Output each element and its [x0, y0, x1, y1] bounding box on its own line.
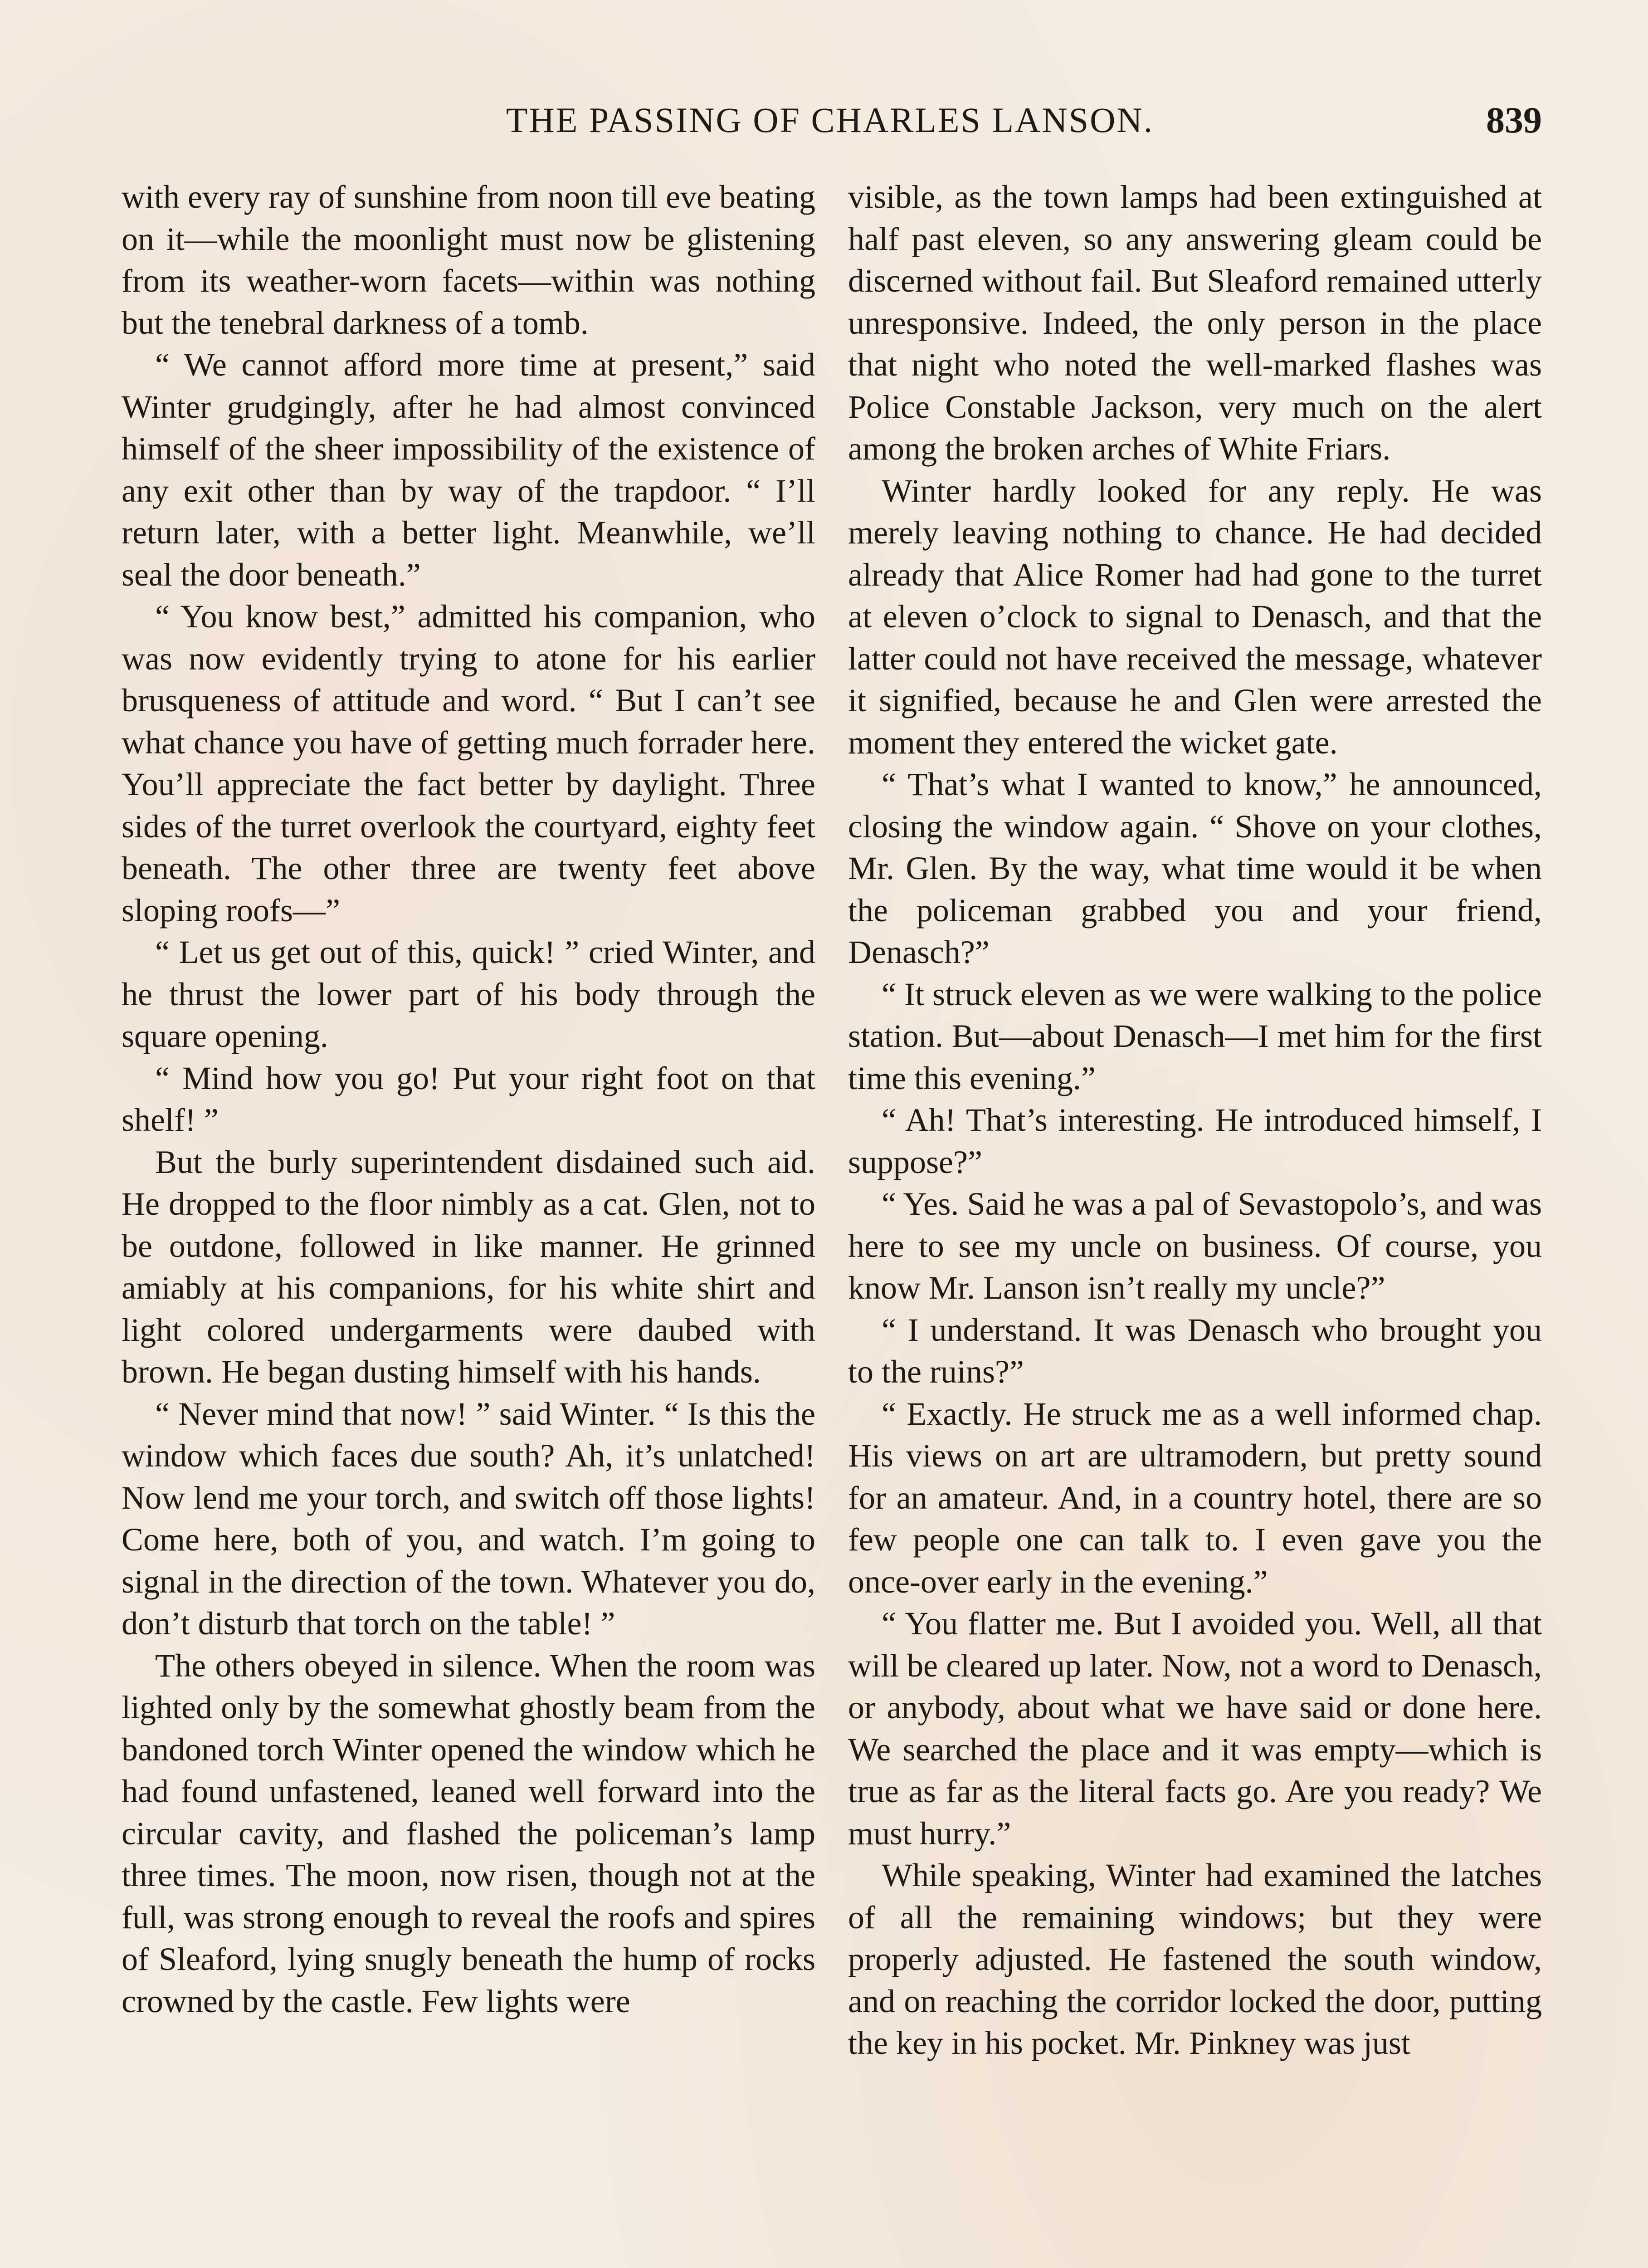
left-column — [122, 176, 815, 2268]
paragraph: “ I understand. It was Denasch who brought you to the ruins?” — [848, 1311, 1542, 1390]
paragraph: “ That’s what I wanted to know,” he announced, closing the window again. “ Shove on your clothes, Mr. Glen. By the way, what time would it be when the policeman grabbed you and your friend, Denasch?” — [848, 766, 1542, 970]
paragraph: “ Let us get out of this, quick! ” cried Winter, and he thrust the lower part of his body through the square opening. — [122, 934, 815, 1054]
paragraph: visible, as the town lamps had been extinguished at half past eleven, so any answering gleam could be discerned without fail. But Sleaford remained utterly unresponsive. Indeed, the only person in the place that night who noted the well-marked flashes was Police Constable Jackson, very much on the alert among the broken arches of White Friars. — [848, 179, 1542, 467]
paragraph: “ We cannot afford more time at present,” said Winter grudgingly, after he had almost convinced himself of the sheer impossibility of the existence of any exit other than by way of the trapdoor. “ I’ll return later, with a better light. Meanwhile, we’ll seal the door beneath.” — [122, 347, 815, 593]
paragraph: “ Mind how you go! Put your right foot on that shelf! ” — [122, 1060, 815, 1138]
paragraph: “ You flatter me. But I avoided you. Well, all that will be cleared up later. Now, not a word to Denasch, or anybody, about what we have said or done here. We searched the place and it was empty—which is true as far as the literal facts go. Are you ready? We must hurry.” — [848, 1605, 1542, 1852]
paragraph: “ It struck eleven as we were walking to the police station. But—about Denasch—I met him for the first time this evening.” — [848, 976, 1542, 1096]
paragraph: “ Never mind that now! ” said Winter. “ Is this the window which faces due south? Ah, it’s unlatched! Now lend me your torch, and switch off those lights! Come here, both of you, and watch. I’m going to signal in the direction of the town. Whatever you do, don’t disturb that torch on the table! ” — [122, 1395, 815, 1642]
right-column — [848, 176, 1542, 2268]
paragraph: The others obeyed in silence. When the room was lighted only by the somewhat ghostly beam from the bandoned torch Winter opened the window which he had found unfastened, leaned well forward into the circular cavity, and flashed the policeman’s lamp three times. The moon, now risen, though not at the full, was strong enough to reveal the roofs and spires of Sleaford, lying snugly beneath the hump of rocks crowned by the castle. Few lights were — [122, 1647, 815, 2019]
paragraph: While speaking, Winter had examined the latches of all the remaining windows; but they were properly adjusted. He fastened the south window, and on reaching the corridor locked the door, putting the key in his pocket. Mr. Pinkney was just — [848, 1857, 1542, 2061]
paragraph: “ Ah! That’s interesting. He introduced himself, I suppose?” — [848, 1102, 1542, 1180]
paragraph: “ You know best,” admitted his companion, who was now evidently trying to atone for his earlier brusqueness of attitude and word. “ But I can’t see what chance you have of getting much forrader here. You’ll appreciate the fact better by daylight. Three sides of the turret overlook the courtyard, eighty feet beneath. The other three are twenty feet above sloping roofs—” — [122, 598, 815, 929]
paragraph: with every ray of sunshine from noon till eve beating on it—while the moonlight must now be glistening from its weather-worn facets—within was nothing but the tenebral darkness of a tomb. — [122, 179, 815, 341]
paragraph: “ Exactly. He struck me as a well informed chap. His views on art are ultramodern, but pretty sound for an amateur. And, in a country hotel, there are so few people one can talk to. I even gave you the once-over early in the evening.” — [848, 1395, 1542, 1600]
paragraph: But the burly superintendent disdained such aid. He dropped to the floor nimbly as a cat. Glen, not to be outdone, followed in like manner. He grinned amiably at his companions, for his white shirt and light colored undergarments were daubed with brown. He began dusting himself with his hands. — [122, 1144, 815, 1390]
running-header — [118, 95, 1542, 145]
running-title: THE PASSING OF CHARLES LANSON. — [506, 100, 1154, 140]
paragraph: Winter hardly looked for any reply. He was merely leaving nothing to chance. He had decided already that Alice Romer had had gone to the turret at eleven o’clock to signal to Denasch, and that the latter could not have received the message, whatever it signified, because he and Glen were arrested the moment they entered the wicket gate. — [848, 472, 1542, 761]
page-number: 839 — [1486, 99, 1542, 141]
paragraph: “ Yes. Said he was a pal of Sevastopolo’s, and was here to see my uncle on business. Of course, you know Mr. Lanson isn’t really my uncle?” — [848, 1186, 1542, 1306]
